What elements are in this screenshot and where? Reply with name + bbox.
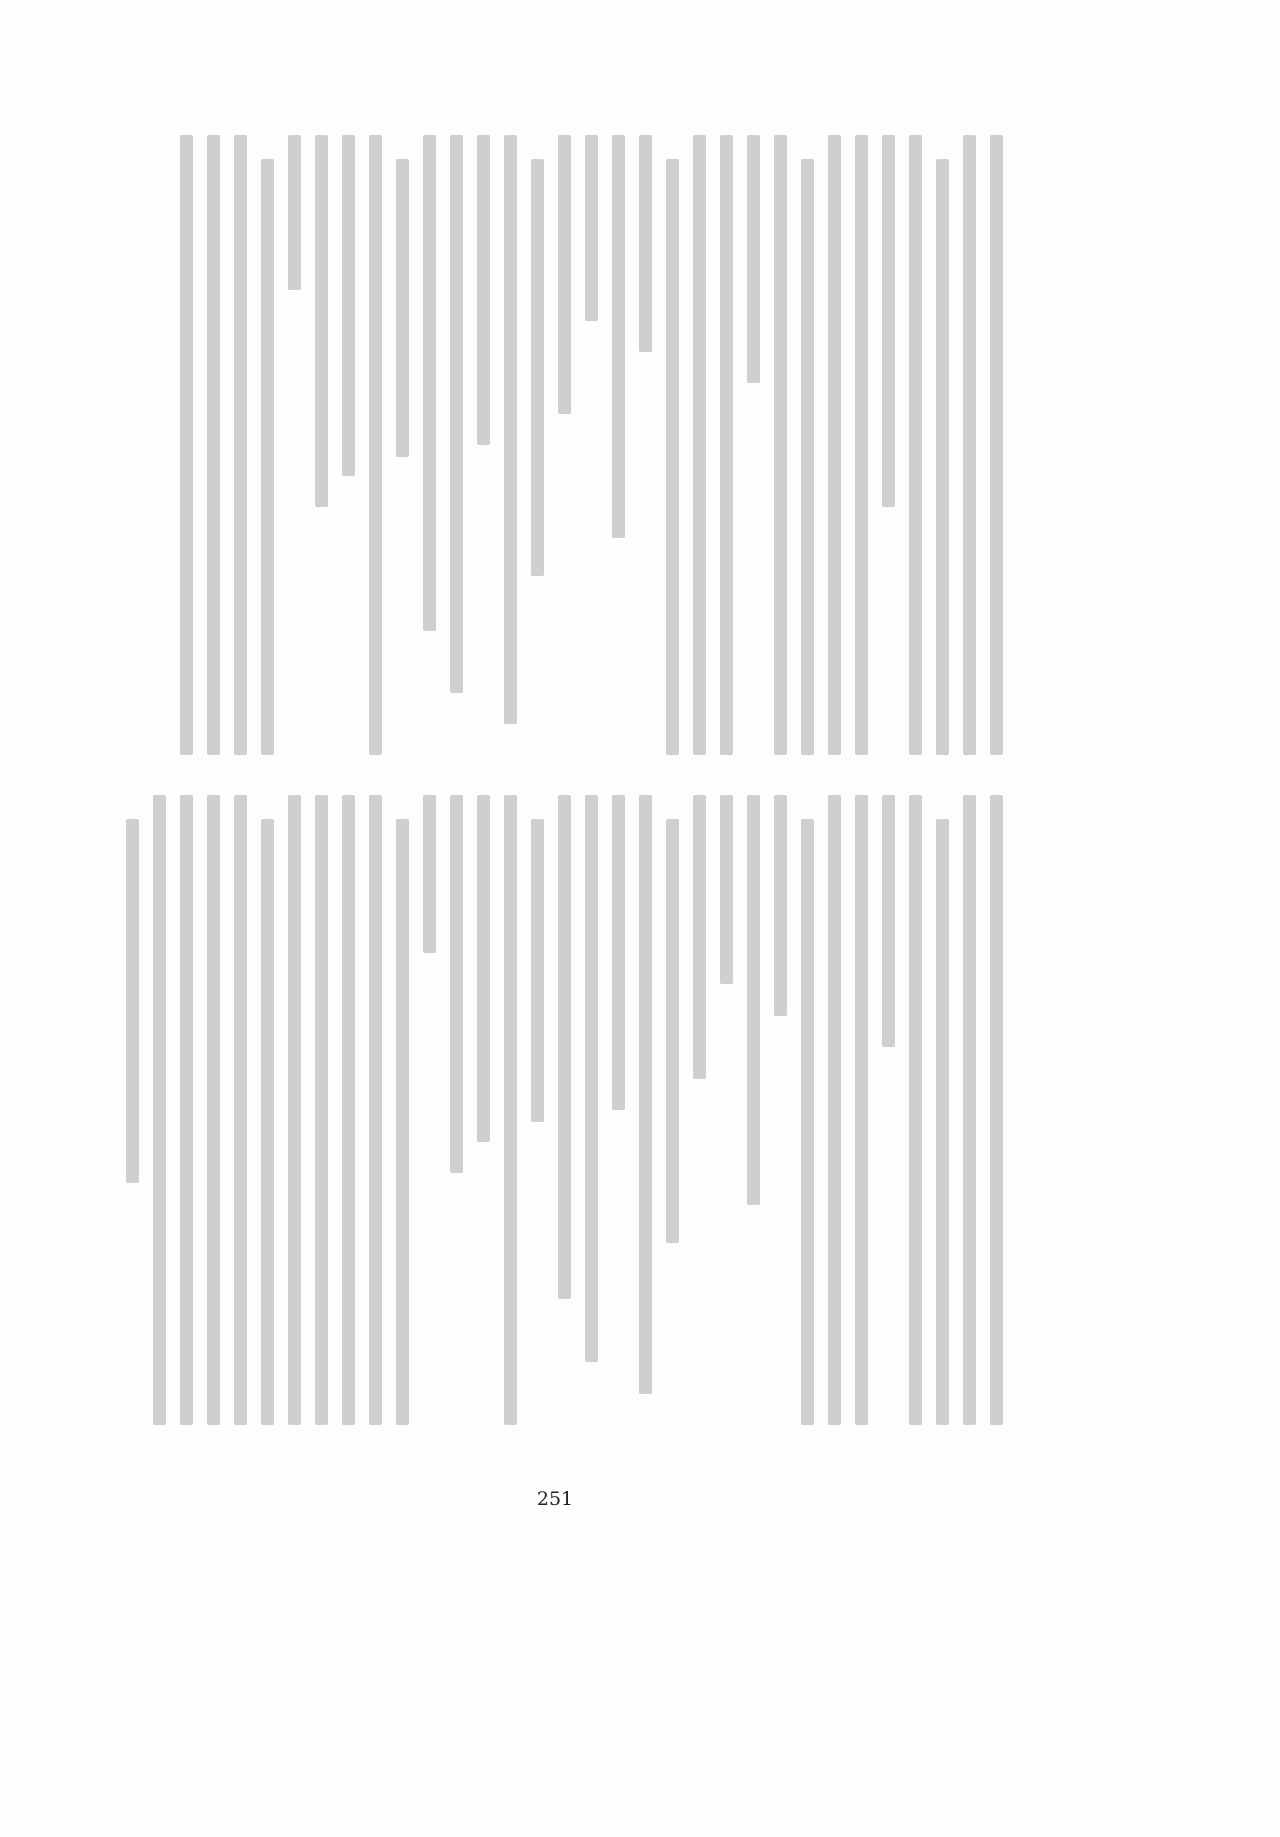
redacted-text-line xyxy=(369,135,382,755)
redacted-text-line xyxy=(288,135,301,290)
redacted-text-line xyxy=(909,795,922,1425)
redacted-text-line xyxy=(990,135,1003,755)
text-column xyxy=(497,795,524,1425)
redacted-text-line xyxy=(531,819,544,1122)
text-column xyxy=(497,135,524,755)
text-column xyxy=(227,795,254,1425)
text-column xyxy=(524,135,551,755)
text-column xyxy=(740,795,767,1425)
redacted-text-line xyxy=(828,795,841,1425)
redacted-text-line xyxy=(558,795,571,1299)
text-column xyxy=(470,135,497,755)
text-column xyxy=(902,135,929,755)
text-column xyxy=(389,135,416,755)
redacted-text-line xyxy=(882,795,895,1047)
redacted-text-line xyxy=(315,795,328,1425)
redacted-text-line xyxy=(585,135,598,321)
text-column xyxy=(551,135,578,755)
text-column xyxy=(767,135,794,755)
text-column xyxy=(875,795,902,1425)
text-column xyxy=(362,795,389,1425)
redacted-text-line xyxy=(531,159,544,576)
redacted-text-line xyxy=(396,159,409,457)
text-column xyxy=(605,795,632,1425)
redacted-text-line xyxy=(126,819,139,1183)
text-block-top xyxy=(160,135,1010,755)
text-column xyxy=(848,795,875,1425)
text-block-bottom xyxy=(108,795,1010,1425)
redacted-text-line xyxy=(774,135,787,755)
redacted-text-line xyxy=(855,135,868,755)
text-column xyxy=(632,795,659,1425)
redacted-text-line xyxy=(477,795,490,1142)
redacted-text-line xyxy=(423,135,436,631)
text-column xyxy=(983,795,1010,1425)
redacted-text-line xyxy=(936,819,949,1425)
redacted-text-line xyxy=(342,795,355,1425)
redacted-text-line xyxy=(693,135,706,755)
text-column xyxy=(875,135,902,755)
redacted-text-line xyxy=(990,795,1003,1425)
redacted-text-line xyxy=(450,795,463,1173)
redacted-text-line xyxy=(450,135,463,693)
text-column xyxy=(821,135,848,755)
redacted-text-line xyxy=(207,795,220,1425)
text-column xyxy=(119,795,146,1425)
redacted-text-line xyxy=(369,795,382,1425)
redacted-text-line xyxy=(423,795,436,953)
redacted-text-line xyxy=(963,795,976,1425)
text-column xyxy=(794,135,821,755)
text-column xyxy=(173,795,200,1425)
text-column xyxy=(281,795,308,1425)
text-column xyxy=(902,795,929,1425)
redacted-text-line xyxy=(585,795,598,1362)
text-column xyxy=(686,135,713,755)
text-column xyxy=(254,135,281,755)
redacted-text-line xyxy=(693,795,706,1079)
text-column xyxy=(200,795,227,1425)
text-column xyxy=(146,795,173,1425)
redacted-text-line xyxy=(801,819,814,1425)
redacted-text-line xyxy=(477,135,490,445)
text-column xyxy=(470,795,497,1425)
text-column xyxy=(686,795,713,1425)
text-column xyxy=(362,135,389,755)
text-column xyxy=(929,795,956,1425)
redacted-text-line xyxy=(720,135,733,755)
text-column xyxy=(524,795,551,1425)
redacted-text-line xyxy=(801,159,814,755)
redacted-text-line xyxy=(315,135,328,507)
redacted-text-line xyxy=(882,135,895,507)
redacted-text-line xyxy=(396,819,409,1425)
text-column xyxy=(200,135,227,755)
redacted-text-line xyxy=(342,135,355,476)
redacted-text-line xyxy=(639,135,652,352)
text-column xyxy=(443,795,470,1425)
text-column xyxy=(767,795,794,1425)
text-column xyxy=(416,135,443,755)
redacted-text-line xyxy=(612,135,625,538)
redacted-text-line xyxy=(747,795,760,1205)
redacted-text-line xyxy=(774,795,787,1016)
text-column xyxy=(605,135,632,755)
text-column xyxy=(848,135,875,755)
redacted-text-line xyxy=(666,819,679,1243)
redacted-text-line xyxy=(909,135,922,755)
text-column xyxy=(956,795,983,1425)
text-column xyxy=(281,135,308,755)
redacted-text-line xyxy=(153,795,166,1425)
text-column xyxy=(659,135,686,755)
redacted-text-line xyxy=(720,795,733,984)
text-column xyxy=(659,795,686,1425)
redacted-text-line xyxy=(234,795,247,1425)
redacted-text-line xyxy=(558,135,571,414)
text-column xyxy=(173,135,200,755)
redacted-text-line xyxy=(207,135,220,755)
redacted-text-line xyxy=(180,795,193,1425)
redacted-text-line xyxy=(936,159,949,755)
text-column xyxy=(740,135,767,755)
text-column xyxy=(389,795,416,1425)
text-column xyxy=(308,795,335,1425)
redacted-text-line xyxy=(828,135,841,755)
redacted-text-line xyxy=(504,135,517,724)
redacted-text-line xyxy=(504,795,517,1425)
redacted-text-line xyxy=(612,795,625,1110)
text-column xyxy=(983,135,1010,755)
redacted-text-line xyxy=(666,159,679,755)
text-column xyxy=(551,795,578,1425)
text-column xyxy=(308,135,335,755)
redacted-text-line xyxy=(261,159,274,755)
redacted-text-line xyxy=(261,819,274,1425)
text-column xyxy=(416,795,443,1425)
text-column xyxy=(335,135,362,755)
redacted-text-line xyxy=(747,135,760,383)
text-column xyxy=(929,135,956,755)
text-column xyxy=(578,135,605,755)
text-column xyxy=(254,795,281,1425)
text-column xyxy=(335,795,362,1425)
text-column xyxy=(713,135,740,755)
redacted-text-line xyxy=(855,795,868,1425)
redacted-text-line xyxy=(639,795,652,1394)
page-number: 251 xyxy=(536,1488,574,1510)
redacted-text-line xyxy=(180,135,193,755)
text-column xyxy=(794,795,821,1425)
text-column xyxy=(713,795,740,1425)
text-column xyxy=(632,135,659,755)
text-column xyxy=(578,795,605,1425)
redacted-text-line xyxy=(234,135,247,755)
text-column xyxy=(956,135,983,755)
redacted-text-line xyxy=(963,135,976,755)
redacted-text-line xyxy=(288,795,301,1425)
text-column xyxy=(821,795,848,1425)
text-column xyxy=(227,135,254,755)
text-column xyxy=(443,135,470,755)
